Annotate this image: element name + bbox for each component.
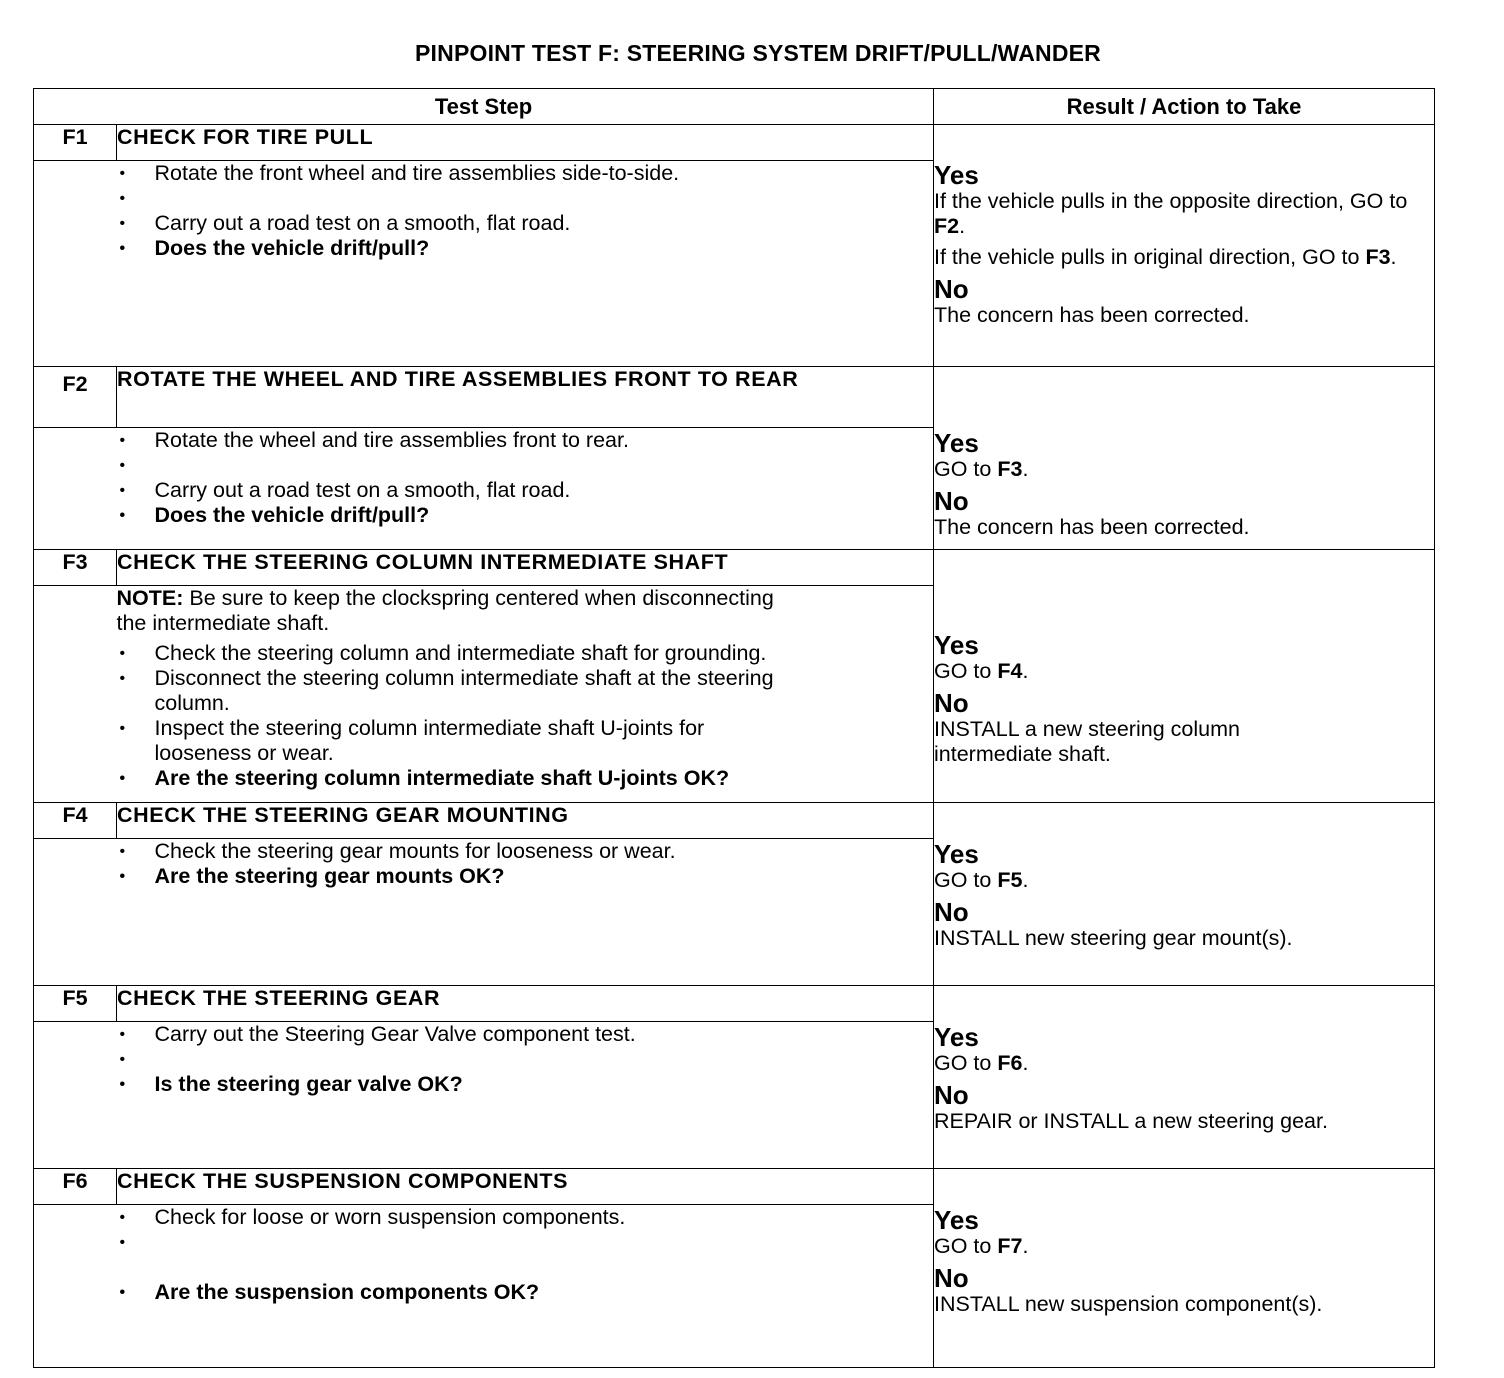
step-heading-row [34,1169,1435,1205]
spacer [117,453,934,478]
step-heading-row [34,803,1435,839]
step-item: • Rotate the front wheel and tire assemblies side-to-side. [117,161,934,186]
yes-label: Yes [934,839,979,869]
yes-label: Yes [934,1022,979,1052]
no-action: INSTALL new suspension component(s). [934,1292,1323,1316]
step-id: F3 [34,550,117,586]
step-heading: CHECK THE STEERING GEAR [117,986,934,1022]
no-label: No [934,897,969,927]
no-action: INSTALL a new steering column intermediate shaft. [934,717,1240,766]
yes-label: Yes [934,160,979,190]
yes-action: If the vehicle pulls in the opposite direction, GO to F2. [934,189,1408,238]
no-label: No [934,1080,969,1110]
yes-label: Yes [934,630,979,660]
yes-action: GO to F7. [934,1234,1029,1258]
step-id-blank [34,428,117,550]
step-result [934,367,1435,550]
step-heading-row [34,550,1435,586]
step-question: • Are the steering gear mounts OK? [117,864,934,889]
step-item: • Carry out a road test on a smooth, flat road. [117,478,934,503]
step-result [934,1169,1435,1368]
step-result [934,986,1435,1169]
step-id-blank [34,586,117,803]
no-action: INSTALL new steering gear mount(s). [934,926,1293,950]
step-id-blank [34,1022,117,1169]
step-instructions [117,161,934,367]
no-label: No [934,486,969,516]
step-id: F1 [34,125,117,161]
spacer [117,1230,934,1280]
step-question: • Are the steering column intermediate shaft U-joints OK? [117,766,924,791]
step-question: • Does the vehicle drift/pull? [117,503,934,528]
pinpoint-test-table [33,88,1435,1368]
step-heading-row [34,125,1435,161]
step-heading: CHECK THE STEERING COLUMN INTERMEDIATE SHAFT [117,550,934,586]
no-label: No [934,1263,969,1293]
no-action: The concern has been corrected. [934,303,1250,327]
no-action: The concern has been corrected. [934,515,1250,539]
step-item: • Check for loose or worn suspension components. [117,1205,934,1230]
yes-label: Yes [934,428,979,458]
step-instructions [117,1022,934,1169]
yes-action: GO to F5. [934,868,1029,892]
step-result [934,803,1435,986]
test-step-header: Test Step [34,89,934,125]
page-title: PINPOINT TEST F: STEERING SYSTEM DRIFT/PULL/WANDER [415,40,1101,66]
step-question: • Does the vehicle drift/pull? [117,236,934,261]
step-id-blank [34,1205,117,1368]
step-instructions [117,428,934,550]
table-header-row [34,89,1435,125]
step-heading: CHECK FOR TIRE PULL [117,125,934,161]
no-label: No [934,274,969,304]
step-instructions [117,586,934,803]
step-id: F6 [34,1169,117,1205]
step-note: NOTE: Be sure to keep the clockspring centered when disconnecting the intermediate shaft. [116,586,774,635]
spacer [117,1047,934,1072]
step-item: • Check the steering gear mounts for looseness or wear. [117,839,934,864]
step-id-blank [34,839,117,986]
yes-action-alt: If the vehicle pulls in original direction, GO to F3. [934,245,1397,269]
no-action: REPAIR or INSTALL a new steering gear. [934,1109,1328,1133]
step-item: • Inspect the steering column intermediate shaft U-joints for looseness or wear. [117,716,784,766]
step-heading: CHECK THE SUSPENSION COMPONENTS [117,1169,934,1205]
step-question: • Is the steering gear valve OK? [117,1072,934,1097]
step-heading-row [34,367,1435,428]
result-action-header: Result / Action to Take [934,89,1435,125]
step-item: • Carry out a road test on a smooth, flat road. [117,211,934,236]
yes-label: Yes [934,1205,979,1235]
yes-action: GO to F4. [934,659,1029,683]
step-item: • Disconnect the steering column intermediate shaft at the steering column. [117,666,784,716]
step-item: • Carry out the Steering Gear Valve component test. [117,1022,934,1047]
step-instructions [117,839,934,986]
spacer [117,186,934,211]
step-heading: CHECK THE STEERING GEAR MOUNTING [117,803,934,839]
step-item: • Check the steering column and intermediate shaft for grounding. [117,641,924,666]
step-id: F5 [34,986,117,1022]
step-heading: ROTATE THE WHEEL AND TIRE ASSEMBLIES FRONT TO REAR [117,367,934,428]
step-id-blank [34,161,117,367]
step-result [934,125,1435,367]
yes-action: GO to F3. [934,457,1029,481]
step-id: F2 [34,367,117,428]
step-result [934,550,1435,803]
yes-action: GO to F6. [934,1051,1029,1075]
step-instructions [117,1205,934,1368]
step-question: • Are the suspension components OK? [117,1280,934,1305]
step-item: • Rotate the wheel and tire assemblies front to rear. [117,428,934,453]
step-heading-row [34,986,1435,1022]
no-label: No [934,688,969,718]
step-id: F4 [34,803,117,839]
